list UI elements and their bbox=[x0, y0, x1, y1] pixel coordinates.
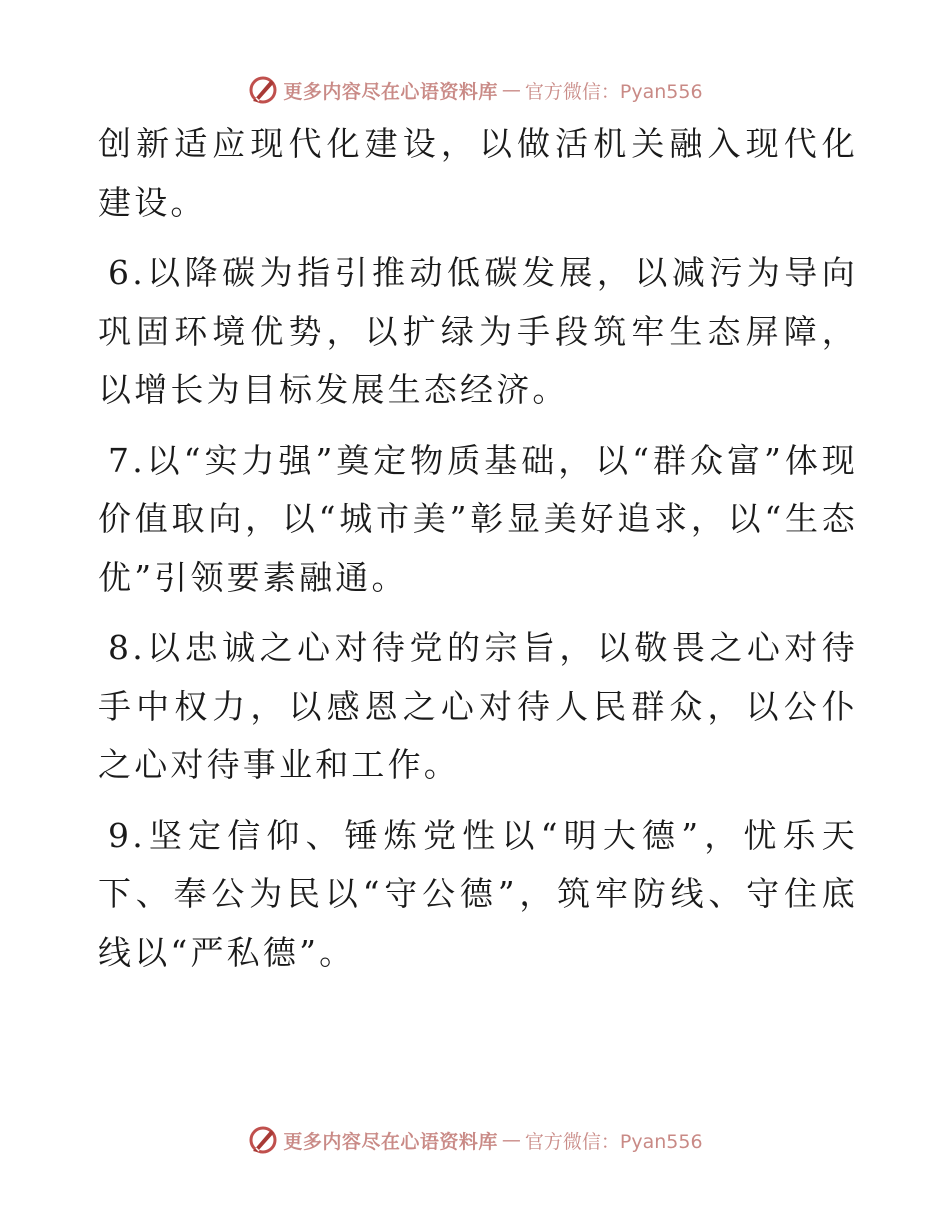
document-body bbox=[98, 115, 858, 994]
paragraph-number: 9. bbox=[108, 815, 146, 855]
paragraph-continuation bbox=[98, 115, 858, 232]
paragraph-text: 创新适应现代化建设，以做活机关融入现代化建设。 bbox=[98, 124, 858, 222]
quill-circle-logo-icon bbox=[247, 1124, 279, 1156]
paragraph-text: 以“实力强”奠定物质基础，以“群众富”体现价值取向，以“城市美”彰显美好追求，以“生态优”引领要素融通。 bbox=[98, 440, 858, 597]
paragraph-text: 坚定信仰、锤炼党性以“明大德”，忧乐天下、奉公为民以“守公德”，筑牢防线、守住底线以“严私德”。 bbox=[98, 815, 858, 972]
header-watermark bbox=[0, 70, 950, 110]
paragraph-item-9 bbox=[98, 807, 858, 983]
watermark-separator: — bbox=[501, 1129, 521, 1151]
paragraph-text: 以降碳为指引推动低碳发展，以减污为导向巩固环境优势，以扩绿为手段筑牢生态屏障，以增长为目标发展生态经济。 bbox=[98, 253, 858, 409]
footer-watermark bbox=[0, 1120, 950, 1160]
quill-circle-logo-icon bbox=[247, 74, 279, 106]
paragraph-number: 8. bbox=[108, 628, 146, 667]
paragraph-number: 7. bbox=[108, 440, 146, 480]
paragraph-item-6 bbox=[98, 244, 858, 420]
paragraph-item-8 bbox=[98, 619, 858, 795]
paragraph-number: 6. bbox=[108, 253, 146, 292]
watermark-contact-text: 官方微信：Pyan556 bbox=[524, 80, 703, 103]
watermark-brand-text: 更多内容尽在心语资料库 bbox=[283, 1130, 498, 1153]
paragraph-item-7 bbox=[98, 432, 858, 608]
watermark-contact-text: 官方微信：Pyan556 bbox=[524, 1130, 703, 1153]
watermark-brand-text: 更多内容尽在心语资料库 bbox=[283, 80, 498, 103]
watermark-separator: — bbox=[501, 79, 521, 101]
paragraph-text: 以忠诚之心对待党的宗旨，以敬畏之心对待手中权力，以感恩之心对待人民群众，以公仆之心对待事业和工作。 bbox=[98, 628, 858, 784]
